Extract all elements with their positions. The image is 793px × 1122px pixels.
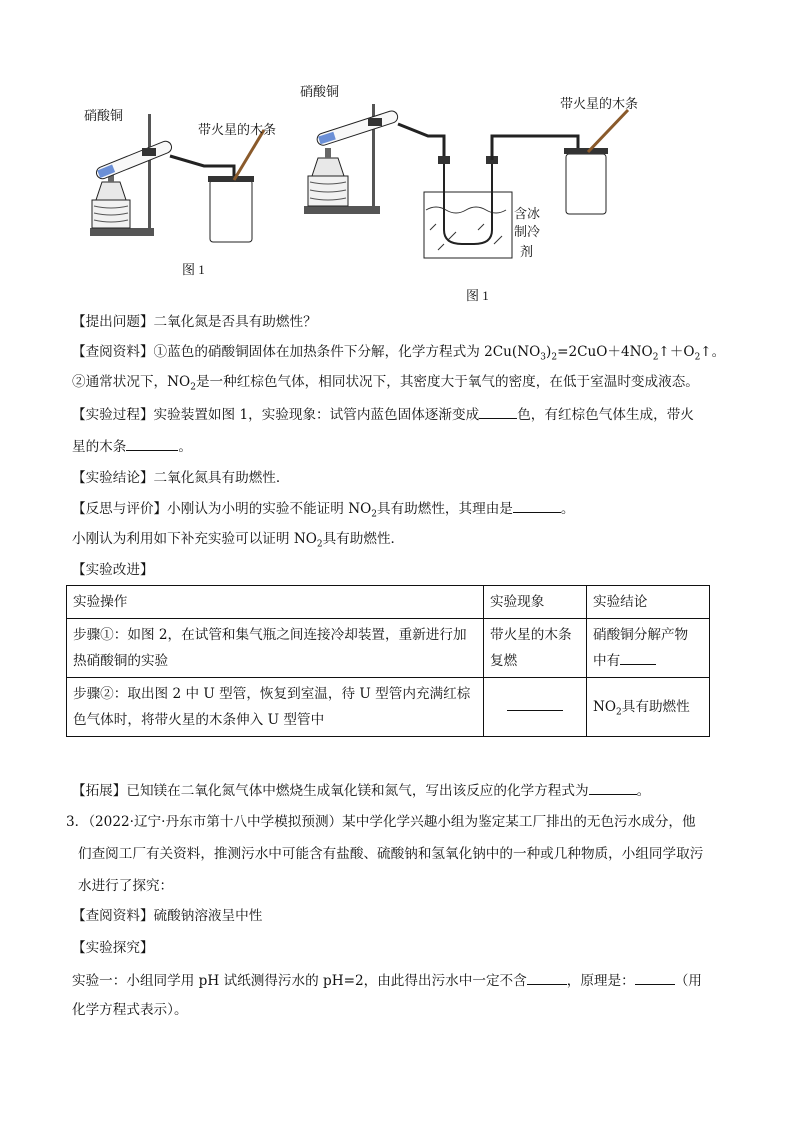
- question-heading: 【提出问题】二氧化氮是否具有助燃性？: [72, 314, 317, 330]
- reflection: 【反思与评价】小刚认为小明的实验不能证明 $NO_2$具有助燃性，其理由是 。: [72, 498, 575, 519]
- extension: 【拓展】已知镁在二氧化氮气体中燃烧生成氧化镁和氮气，写出该反应的化学方程式为 。: [72, 780, 650, 801]
- splint-label: 带火星的木条: [560, 97, 639, 112]
- stand-base: [90, 228, 154, 236]
- process-line-2: 星的木条 。: [72, 436, 192, 457]
- q3-exp1-line-2: 化学方程式表示）。: [72, 1002, 188, 1018]
- row1-conclusion: 硝酸铜分解产物 中有: [587, 619, 710, 678]
- q3-reference: 【查阅资料】硫酸钠溶液呈中性: [72, 908, 263, 924]
- row2-conclusion: $NO_2$具有助燃性: [587, 678, 710, 737]
- answer-blank[interactable]: [589, 780, 637, 795]
- q3-exp1-line-1: 实验一：小组同学用 pH 试纸测得污水的 pH=2，由此得出污水中一定不含 ，原理是： （用: [72, 970, 702, 991]
- reference-2: ②通常状况下，$NO_2$是一种红棕色气体，相同状况下，其密度大于氧气的密度，在低于室温时变成液态。: [72, 374, 699, 393]
- answer-blank[interactable]: [527, 970, 567, 985]
- header-observation: 实验现象: [484, 586, 587, 619]
- experiment-table: [66, 585, 710, 737]
- q3-line-2: 们查阅工厂有关资料，推测污水中可能含有盐酸、硫酸钠和氢氧化钠中的一种或几种物质，小组同学取污: [78, 846, 704, 862]
- q3-explore-heading: 【实验探究】: [72, 940, 154, 956]
- table-row: [67, 619, 710, 678]
- coolant-label-1: 含冰: [514, 207, 541, 222]
- row2-observation: [484, 678, 587, 737]
- row1-observation: 带火星的木条 复燃: [484, 619, 587, 678]
- reference-1: 【查阅资料】①蓝色的硝酸铜固体在加热条件下分解，化学方程式为 $2Cu(NO_3)_2=2CuO+4NO_2↑+O_2↑$。: [72, 344, 726, 363]
- table-header-row: [67, 586, 710, 619]
- row1-operation: 步骤①：如图 2，在试管和集气瓶之间连接冷却装置，重新进行加 热硝酸铜的实验: [67, 619, 484, 678]
- stand-rod: [148, 114, 151, 230]
- q3-line-1: 3．（2022·辽宁·丹东市第十八中学模拟预测）某中学化学兴趣小组为鉴定某工厂排出的无色污水成分，他: [66, 814, 696, 830]
- table-row: [67, 678, 710, 737]
- reagent-label: 硝酸铜: [84, 109, 124, 124]
- answer-blank[interactable]: [635, 970, 675, 985]
- answer-blank[interactable]: [126, 436, 178, 451]
- q3-line-3: 水进行了探究：: [78, 878, 174, 894]
- row2-operation: 步骤②：取出图 2 中 U 型管，恢复到室温，待 U 型管内充满红棕 色气体时，将带火星的木条伸入 U 型管中: [67, 678, 484, 737]
- figure-1-right: [298, 80, 658, 270]
- answer-blank[interactable]: [620, 650, 656, 665]
- conclusion: 【实验结论】二氧化氮具有助燃性．: [72, 470, 290, 486]
- answer-blank[interactable]: [513, 498, 561, 513]
- coolant-label-2: 制冷: [514, 225, 541, 240]
- header-operation: 实验操作: [67, 586, 484, 619]
- splint-label: 带火星的木条: [198, 123, 277, 138]
- reagent-label: 硝酸铜: [300, 85, 340, 100]
- figure-caption-left: 图 1: [182, 262, 205, 277]
- answer-blank[interactable]: [507, 696, 563, 711]
- supplement: 小刚认为利用如下补充实验可以证明 $NO_2$具有助燃性．: [72, 531, 405, 550]
- improvement-heading: 【实验改进】: [72, 562, 154, 578]
- process-line-1: 【实验过程】实验装置如图 1，实验现象：试管内蓝色固体逐渐变成 色，有红棕色气体生成，带火: [72, 404, 694, 425]
- figure-1-left: [74, 100, 294, 280]
- answer-blank[interactable]: [479, 404, 517, 419]
- figure-caption-right: 图 1: [466, 288, 489, 303]
- header-conclusion: 实验结论: [587, 586, 710, 619]
- coolant-label-3: 剂: [520, 245, 534, 260]
